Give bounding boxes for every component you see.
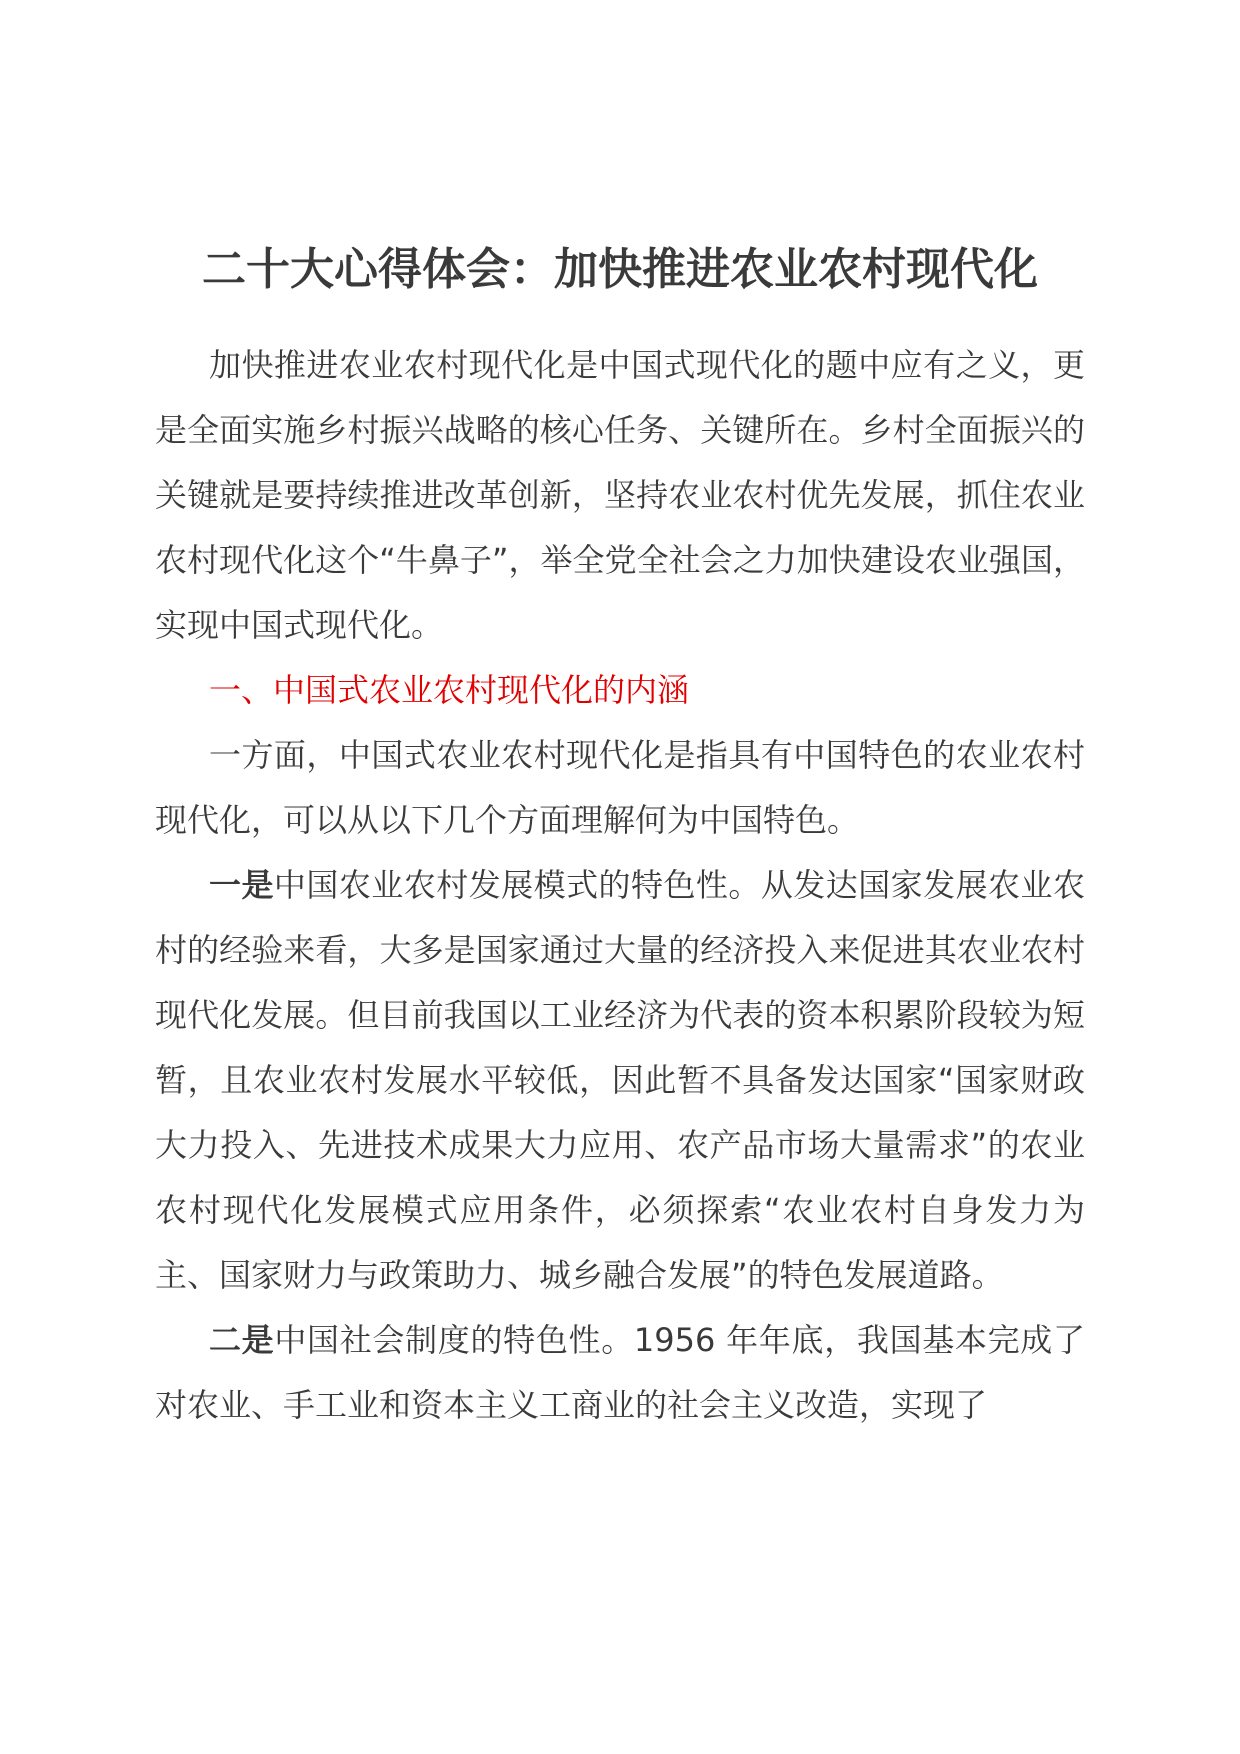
paragraph-point-two: [155, 1308, 1085, 1438]
paragraph-text: 中国农业农村发展模式的特色性。从发达国家发展农业农村的经验来看，大多是国家通过大量的经济投入来促进其农业农村现代化发展。但目前我国以工业经济为代表的资本积累阶段较为短暂，且农业农村发展水平较低，因此暂不具备发达国家“国家财政大力投入、先进技术成果大力应用、农产品市场大量需求”的农业农村现代化发展模式应用条件，必须探索“农业农村自身发力为主、国家财力与政策助力、城乡融合发展”的特色发展道路。: [155, 866, 1085, 1294]
paragraph-lead: 二是: [209, 1321, 275, 1359]
paragraph-lead: 一是: [209, 866, 274, 904]
paragraph-text: 加快推进农业农村现代化是中国式现代化的题中应有之义，更是全面实施乡村振兴战略的核心任务、关键所在。乡村全面振兴的关键就是要持续推进改革创新，坚持农业农村优先发展，抓住农业农村现代化这个“牛鼻子”，举全党全社会之力加快建设农业强国，实现中国式现代化。: [155, 346, 1085, 644]
paragraph-point-one: [155, 853, 1085, 1308]
paragraph-intro: [155, 333, 1085, 658]
paragraph-text: 一方面，中国式农业农村现代化是指具有中国特色的农业农村现代化，可以从以下几个方面理解何为中国特色。: [155, 736, 1085, 839]
section-heading: [155, 658, 1085, 723]
paragraph-text: 中国社会制度的特色性。1956 年年底，我国基本完成了对农业、手工业和资本主义工商业的社会主义改造，实现了: [155, 1321, 1085, 1424]
paragraph: [155, 723, 1085, 853]
section-heading-text: 一、中国式农业农村现代化的内涵: [209, 671, 690, 709]
document-body: [155, 333, 1085, 1438]
document-title: 二十大心得体会：加快推进农业农村现代化: [202, 244, 1038, 295]
